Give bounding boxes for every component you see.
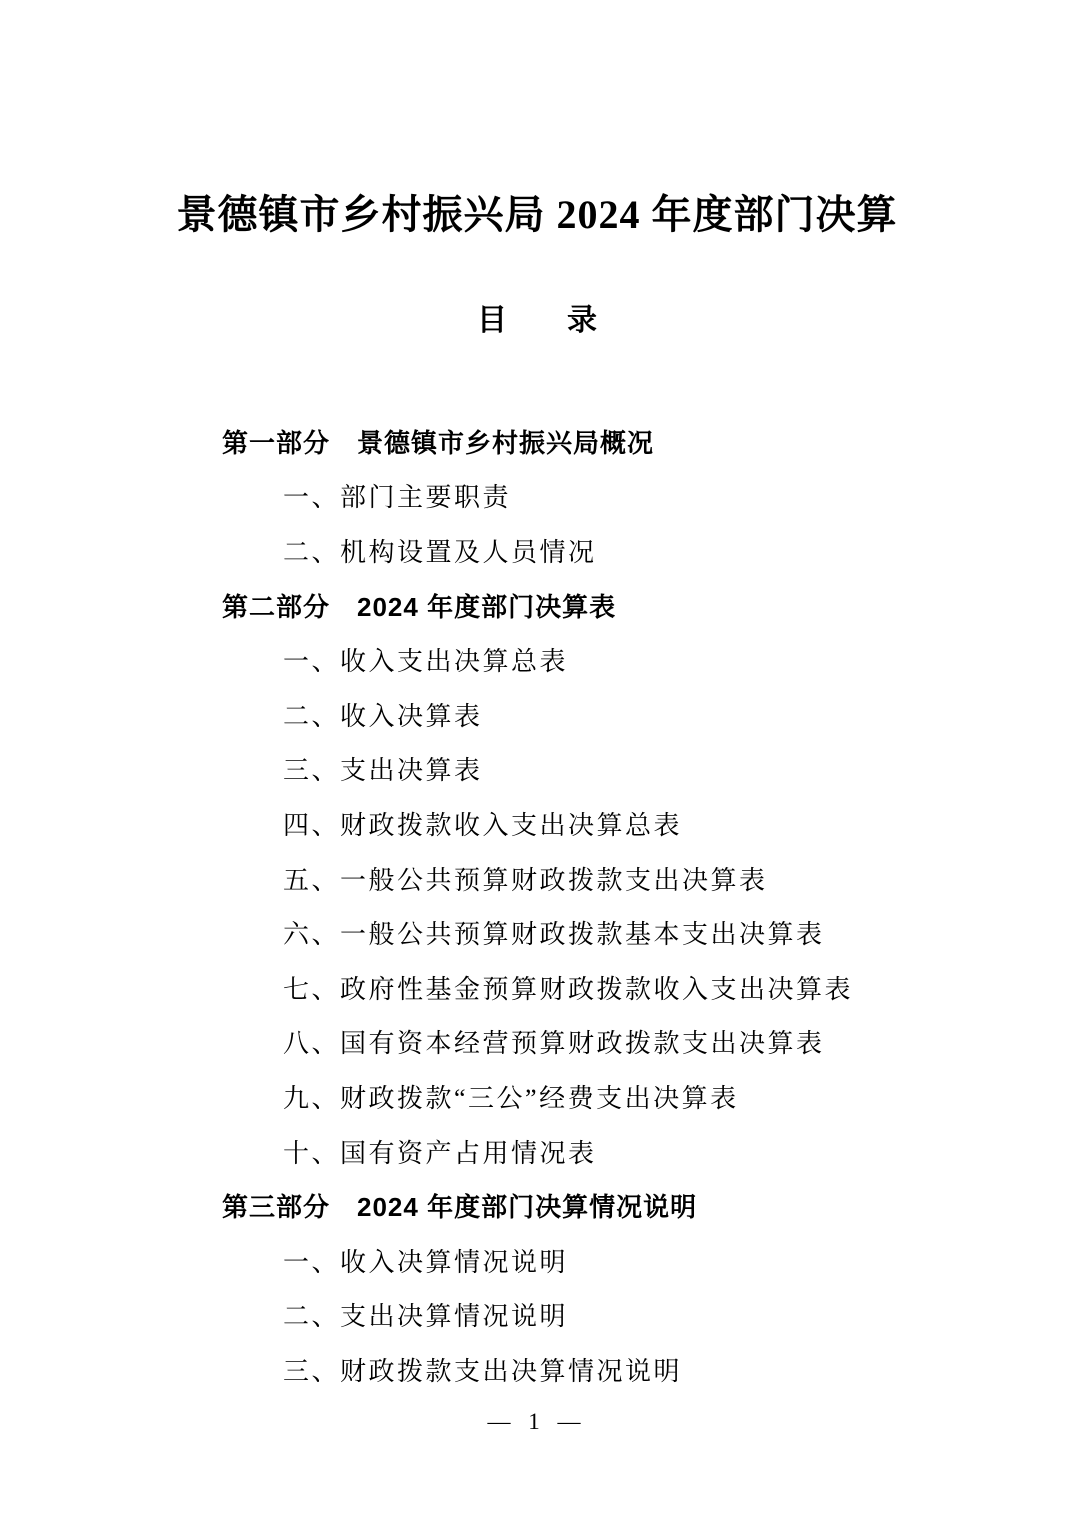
toc-heading: 目 录 <box>477 304 597 337</box>
toc-part-2-heading: 第二部分 2024 年度部门决算表 <box>222 591 617 622</box>
toc-item: 四、财政拨款收入支出决算总表 <box>283 810 683 840</box>
toc-part-1-heading: 第一部分 景德镇市乡村振兴局概况 <box>222 427 655 458</box>
toc-item: 九、财政拨款“三公”经费支出决算表 <box>283 1083 739 1113</box>
toc-item: 三、财政拨款支出决算情况说明 <box>283 1356 683 1386</box>
toc-item: 三、支出决算表 <box>283 756 483 786</box>
toc-item: 八、国有资本经营预算财政拨款支出决算表 <box>283 1029 825 1059</box>
toc-item: 二、收入决算表 <box>283 701 483 731</box>
page-number: — 1 — <box>487 1409 587 1434</box>
toc-item: 一、部门主要职责 <box>283 483 512 513</box>
toc-item: 五、一般公共预算财政拨款支出决算表 <box>283 865 768 895</box>
toc-part-3-heading: 第三部分 2024 年度部门决算情况说明 <box>222 1192 698 1223</box>
toc-item: 一、收入支出决算总表 <box>283 647 569 677</box>
toc-item: 十、国有资产占用情况表 <box>283 1138 597 1168</box>
toc-item: 七、政府性基金预算财政拨款收入支出决算表 <box>283 974 854 1004</box>
toc-item: 二、机构设置及人员情况 <box>283 537 597 567</box>
toc-item: 一、收入决算情况说明 <box>283 1247 569 1277</box>
document-title: 景德镇市乡村振兴局 2024 年度部门决算 <box>176 192 898 237</box>
toc-item: 六、一般公共预算财政拨款基本支出决算表 <box>283 920 825 950</box>
table-of-contents <box>222 414 982 1397</box>
toc-item: 二、支出决算情况说明 <box>283 1302 569 1332</box>
